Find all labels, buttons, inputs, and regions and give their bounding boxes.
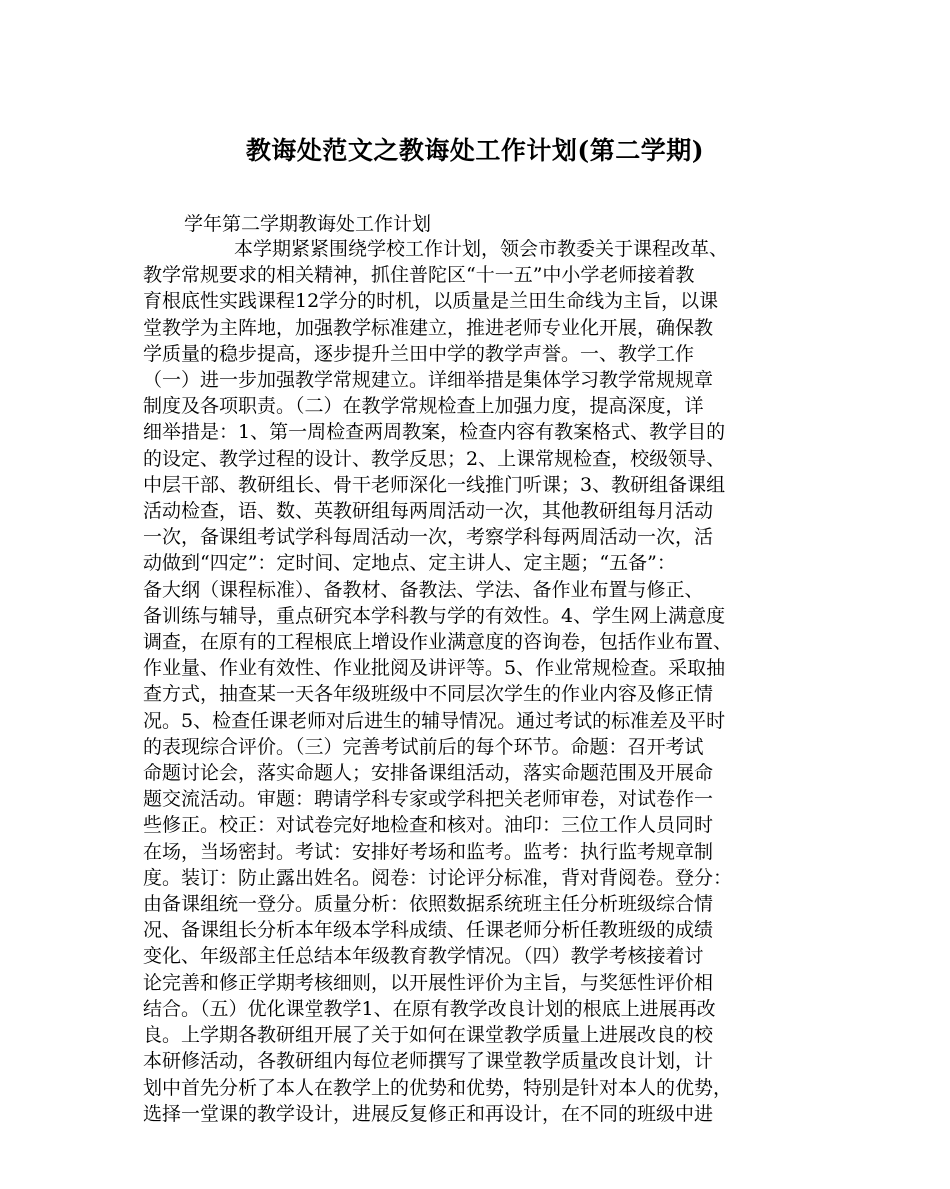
body-line: 变化、年级部主任总结本年级教育教学情况。（四）教学考核接着讨	[143, 945, 704, 968]
document-subtitle: 学年第二学期教诲处工作计划	[184, 213, 432, 235]
body-line: 结合。（五）优化课堂教学1、在原有教学改良计划的根底上进展再改	[143, 997, 716, 1020]
body-line: 作业量、作业有效性、作业批阅及讲评等。5、作业常规检查。采取抽	[143, 657, 726, 680]
body-line: 况、备课组长分析本年级本学科成绩、任课老师分析任教班级的成绩	[143, 919, 714, 942]
body-line: 制度及各项职责。（二）在教学常规检查上加强力度，提高深度，详	[143, 395, 704, 418]
body-line: 划中首先分析了本人在教学上的优势和优势，特别是针对本人的优势，	[143, 1076, 733, 1099]
body-line: 良。上学期各教研组开展了关于如何在课堂教学质量上进展改良的校	[143, 1024, 714, 1047]
body-line: 些修正。校正：对试卷完好地检查和核对。油印：三位工作人员同时	[143, 814, 714, 837]
body-line: 调查，在原有的工程根底上增设作业满意度的咨询卷，包括作业布置、	[143, 631, 733, 654]
body-line: 本研修活动，各教研组内每位老师撰写了课堂教学质量改良计划，计	[143, 1050, 714, 1073]
body-line: 命题讨论会，落实命题人；安排备课组活动，落实命题范围及开展命	[143, 762, 714, 785]
body-line: （一）进一步加强教学常规建立。详细举措是集体学习教学常规规章	[143, 369, 714, 392]
body-line: 查方式，抽查某一天各年级班级中不同层次学生的作业内容及修正情	[143, 683, 714, 706]
document-body	[143, 236, 825, 1127]
body-line: 堂教学为主阵地，加强教学标准建立，推进老师专业化开展，确保教	[143, 316, 714, 339]
body-line: 的设定、教学过程的设计、教学反思；2、上课常规检查，校级领导、	[143, 447, 726, 470]
body-line: 育根底性实践课程12学分的时机，以质量是兰田生命线为主旨，以课	[143, 290, 719, 313]
body-line: 况。5、检查任课老师对后进生的辅导情况。通过考试的标准差及平时	[143, 709, 726, 732]
body-line: 本学期紧紧围绕学校工作计划，领会市教委关于课程改革、	[234, 238, 729, 260]
body-line: 题交流活动。审题：聘请学科专家或学科把关老师审卷，对试卷作一	[143, 788, 714, 811]
body-line: 备训练与辅导，重点研究本学科教与学的有效性。4、学生网上满意度	[143, 604, 726, 627]
body-line: 的表现综合评价。（三）完善考试前后的每个环节。命题：召开考试	[143, 735, 704, 758]
body-line: 细举措是：1、第一周检查两周教案，检查内容有教案格式、教学目的	[143, 421, 726, 444]
body-line: 活动检查，语、数、英教研组每两周活动一次，其他教研组每月活动	[143, 500, 714, 523]
body-line: 教学常规要求的相关精神，抓住普陀区“十一五”中小学老师接着教	[143, 264, 695, 287]
document-title: 教诲处范文之教诲处工作计划(第二学期)	[245, 136, 705, 165]
body-line: 论完善和修正学期考核细则，以开展性评价为主旨，与奖惩性评价相	[143, 971, 714, 994]
body-line: 度。装订：防止露出姓名。阅卷：讨论评分标准，背对背阅卷。登分：	[143, 866, 733, 889]
body-line: 备大纲（课程标准）、备教材、备教法、学法、备作业布置与修正、	[143, 578, 704, 601]
body-line: 动做到“四定”：定时间、定地点、定主讲人、定主题；“五备”：	[143, 552, 676, 575]
body-line: 由备课组统一登分。质量分析：依照数据系统班主任分析班级综合情	[143, 893, 714, 916]
body-line: 在场，当场密封。考试：安排好考场和监考。监考：执行监考规章制	[143, 840, 714, 863]
body-line: 中层干部、教研组长、骨干老师深化一线推门听课；3、教研组备课组	[143, 473, 726, 496]
body-line: 学质量的稳步提高，逐步提升兰田中学的教学声誉。一、教学工作	[143, 342, 695, 365]
body-line: 选择一堂课的教学设计，进展反复修正和再设计，在不同的班级中进	[143, 1102, 714, 1125]
body-line: 一次，备课组考试学科每周活动一次，考察学科每两周活动一次，活	[143, 526, 714, 549]
